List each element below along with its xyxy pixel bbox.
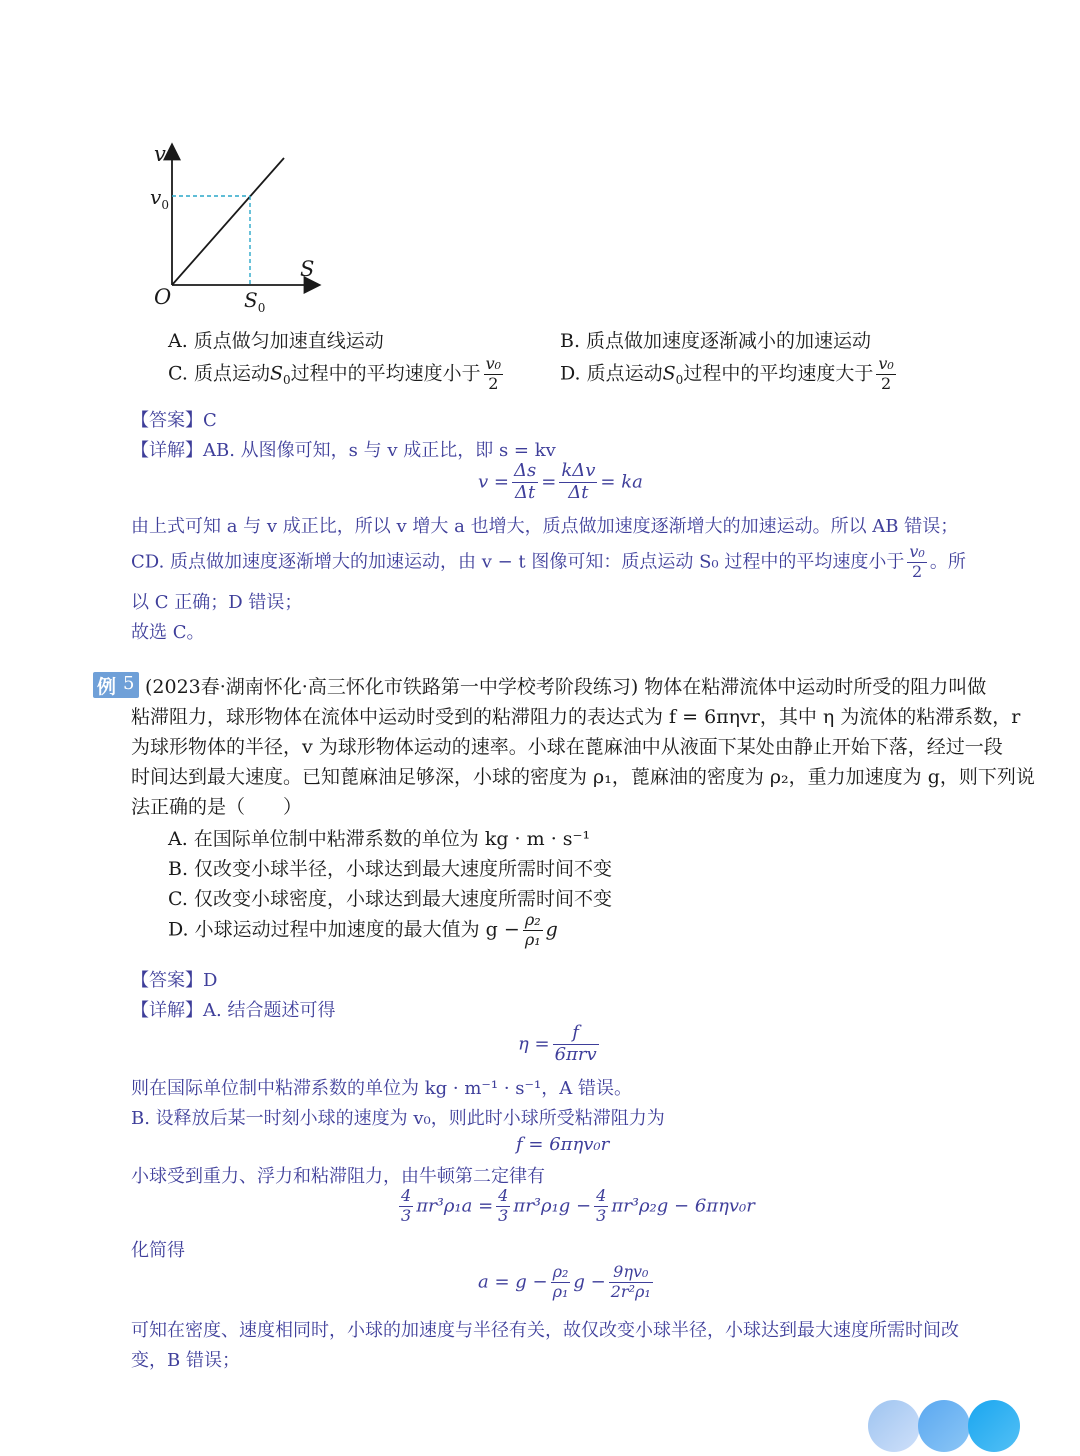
q5-stem-line-1: (2023春·湖南怀化·高三怀化市铁路第一中学校考阶段练习) 物体在粘滞流体中运动时所受的阻力叫做 <box>145 676 987 698</box>
watermark-circle-1 <box>868 1400 920 1452</box>
q4-detail-2: 由上式可知 a 与 v 成正比，所以 v 增大 a 也增大，质点做加速度逐渐增大的加速运动。所以 AB 错误； <box>131 516 959 537</box>
q5-detail-1: 【详解】A. 结合题述可得 <box>131 1000 336 1021</box>
q4-option-d[interactable]: D. 质点运动$S_0$过程中的平均速度大于 $\frac{\text{v₀}}{2}$ <box>560 354 894 393</box>
watermark-circle-3 <box>968 1400 1020 1452</box>
q5-stem-line-2: 粘滞阻力，球形物体在流体中运动时受到的粘滞阻力的表达式为 f = 6πηvr，其中 η 为流体的粘滞系数，r <box>131 706 1021 728</box>
q5-stem-line-4: 时间达到最大速度。已知蓖麻油足够深，小球的密度为 ρ₁，蓖麻油的密度为 ρ₂，重力加速度为 g，则下列说 <box>131 766 1035 788</box>
q5-option-b[interactable]: B. 仅改变小球半径，小球达到最大速度所需时间不变 <box>168 858 613 880</box>
q4-detail-3: CD. 质点做加速度逐渐增大的加速运动，由 v − t 图像可知：质点运动 S₀ 过程中的平均速度小于 $\frac{\text{v₀}}{2}$ 。所 <box>131 542 966 581</box>
q5-stem-line-3: 为球形物体的半径，v 为球形物体运动的速率。小球在蓖麻油中从液面下某处由静止开始下落，经过一段 <box>131 736 1003 758</box>
q4-option-b[interactable]: B. 质点做加速度逐渐减小的加速运动 <box>560 330 872 352</box>
q4-detail-4: 以 C 正确；D 错误； <box>131 592 303 613</box>
origin-label: O <box>154 285 172 309</box>
axis-label-s: S <box>300 257 315 281</box>
q5-detail-6: 可知在密度、速度相同时，小球的加速度与半径有关，故仅改变小球半径，小球达到最大速度所需时间改 <box>131 1320 959 1341</box>
q5-equation-f: f = 6πηv₀r <box>516 1134 610 1155</box>
q5-equation-a: a = g − $\frac{\text{ρ₂}}{\text{ρ₁}}$ g − $\frac{\text{9ηv₀}}{\text{2r²ρ₁}}$ <box>478 1262 651 1301</box>
q4-option-a[interactable]: A. 质点做匀加速直线运动 <box>168 330 384 352</box>
q5-detail-7: 变，B 错误； <box>131 1350 240 1371</box>
example-badge-label: 例 <box>97 676 117 698</box>
q5-option-c[interactable]: C. 仅改变小球密度，小球达到最大速度所需时间不变 <box>168 888 612 910</box>
v0-label: $v_0$ <box>150 185 169 212</box>
q4-detail-1: 【详解】AB. 从图像可知，s 与 v 成正比，即 s = kv <box>131 440 556 461</box>
q5-equation-eta: η = $\frac{f}{\text{6πrv}}$ <box>518 1022 597 1065</box>
q5-detail-2: 则在国际单位制中粘滞系数的单位为 kg · m⁻¹ · s⁻¹，A 错误。 <box>131 1078 632 1099</box>
q5-equation-newton: $\frac{4}{3}$ πr³ρ₁a = $\frac{4}{3}$ πr³ρ₁g − $\frac{4}{3}$ πr³ρ₂g − 6πηv₀r <box>401 1186 755 1225</box>
q4-detail-5: 故选 C。 <box>131 622 205 643</box>
axis-label-v: v <box>154 142 166 166</box>
example-badge-number: 5 <box>123 673 135 694</box>
q5-detail-3: B. 设释放后某一时刻小球的速度为 v₀，则此时小球所受粘滞阻力为 <box>131 1108 665 1129</box>
watermark-circle-2 <box>918 1400 970 1452</box>
q5-detail-5: 化简得 <box>131 1240 185 1261</box>
q5-detail-4: 小球受到重力、浮力和粘滞阻力，由牛顿第二定律有 <box>131 1166 545 1187</box>
q4-option-c[interactable]: C. 质点运动$S_0$过程中的平均速度小于 $\frac{\text{v₀}}{2}$ <box>168 354 502 393</box>
q5-answer: 【答案】D <box>131 970 218 991</box>
v-s-line <box>172 158 284 285</box>
q4-equation-1: v = $\frac{\Delta s}{\Delta t}$ = $\frac{\text{kΔv}}{\Delta t}$ = ka <box>478 460 643 503</box>
q5-option-a[interactable]: A. 在国际单位制中粘滞系数的单位为 kg · m · s⁻¹ <box>168 828 591 850</box>
q4-answer: 【答案】C <box>131 410 217 431</box>
q5-stem-line-5: 法正确的是（ ） <box>131 796 303 818</box>
q5-option-d[interactable]: D. 小球运动过程中加速度的最大值为 g − $\frac{\text{ρ₂}}{\text{ρ₁}}$ g <box>168 910 558 949</box>
s0-label: $S_0$ <box>244 288 266 315</box>
